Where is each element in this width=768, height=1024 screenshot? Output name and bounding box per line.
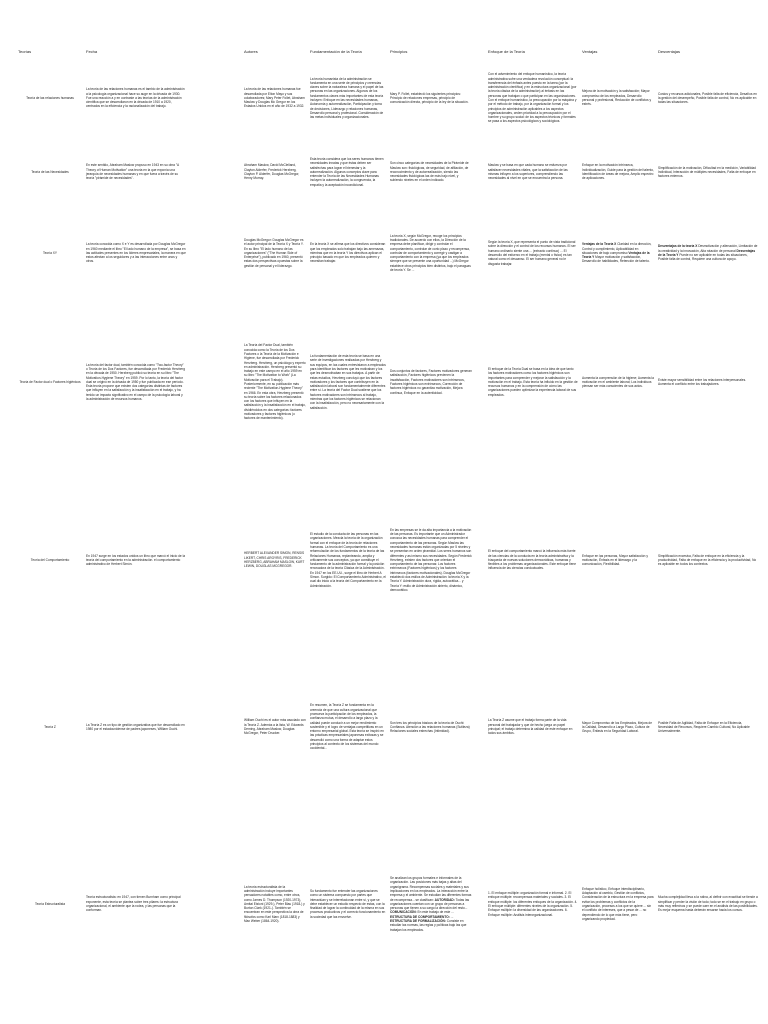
cell-desventajas: Posible Falta de Agilidad, Falta de Enfoque en la Eficiencia, Necesidad de Recursos, Requiere Cambio Cultural, No Aplicable Universalmente. — [658, 720, 750, 734]
cell-fundamentacion: La teoría humanista de la administración se fundamenta en una serie de principios y creencias claves sobre la naturaleza humana y el papel de las personas en las organizaciones. Algunos de los fundamentos claves más importantes de esta teoría incluyen: Enfoque en las necesidades humanas, Autonomía y autorrealización, Participación y toma de decisiones, Liderazgo y relaciones humanas, Desarrollo personal y profesional. Consideración de las metas individuales y organizacionales. — [310, 76, 384, 120]
cell-desventajas: Simplificación de la motivación, Dificultad en la medición, Variabilidad Individual, Interacción de múltiples necesidades, Falta de enfoque en factores externos. — [658, 165, 756, 179]
header-principios: Principios — [390, 48, 408, 54]
cell-fundamentacion: En resumen, la Teoría Z se fundamenta en la creencia de que una cultura organizacional que promueva la participación de los empleados, la confianza mutua, el desarrollo a largo plazo y la calidad puede conducir a un mejor rendimiento sostenible y el logro de ventajas competitivas en un entorno empresarial global. Esta teoría se inspiró en las prácticas empresariales japonesas exitosas y se desarrolló como una forma de adaptar estos principios al contexto de los sistemas del mundo occidental... — [310, 703, 384, 751]
theories-table — [16, 48, 760, 1012]
cell-teoria: Teoría del Comportamiento — [30, 557, 70, 562]
cell-autores: Abraham Maslow, David McClelland, Clayton Alderfer, Frederick Herzberg, Clayton P. Alderfer, Douglas McGregor, Henry Murray. — [244, 163, 300, 181]
cell-fundamentacion: Su fundamento fue entender las organizaciones como un sistema compuesto por partes que interactúan y se interrelacionan entre sí, y que se debe establecer un estudio respecto de estas, con la finalidad de lograr la continuidad de la misma en sus procesos productivos y el correcto funcionamiento en la sociedad que las envuelve. — [310, 888, 386, 919]
table-header-row — [16, 48, 760, 56]
cell-autores: Douglas McGregor: Douglas McGregor es el autor principal de la Teoría X y Teoría Y. En su libro "El lado humano de las organizaciones" ("The Human Side of Enterprise"), publicado en 1960, presentó estas dos perspectivas opuestas sobre la gestión de personal y el liderazgo. — [244, 237, 304, 268]
cell-desventajas: Costos y recursos adicionales, Posible falta de eficiencia, Desafíos en la gestión del desempeño, Posible falta de control, No es aplicable en todas las situaciones. — [658, 91, 757, 105]
cell-autores: William Ouchi es el autor más asociado con la Teoría Z. Además a la lista, W. Edwards Deming, Abraham Maslow, Douglas McGregor, Peter Drucker. — [244, 718, 306, 736]
cell-autores: HERBERT ALEXANDER SIMON, RENSIS LIKERT, CHRIS ARGYRIS, FREDERICK HERZBERG, ABRAHAM MASLOW, KURT LEWIN, DOUGLAS MCGREGOR. — [244, 551, 305, 569]
cell-principios: Mary P. Follet, estableció los siguientes principios: Principio de relaciones empresas, principio de comunicación directa, principio de la ley de la situación. — [390, 91, 469, 105]
cell-ventajas: Mejora de la motivación y la satisfacción; Mayor compromiso de los empleados, Desarrollo personal y profesional, Reducción de conflictos y estrés. — [582, 89, 652, 107]
cell-fecha: La teoría de las relaciones humanas es el tambio de la administración a la psicología organizacional hace su auge en la década de 1930. Fue una reacción a y en contraste a las teorías de la administración científica que se desarrollaron en la década de 1910 a 1920, centrados en la eficiencia y la racionalización del trabajo. — [86, 87, 185, 109]
table-row — [16, 56, 760, 140]
cell-desventajas: Existe mayor sensibilidad entre los relaciones interpersonales. Aumenta el conflicto entre los trabajadores. — [658, 377, 747, 386]
cell-teoria: Teoría XY — [43, 250, 57, 255]
table-row — [16, 462, 760, 658]
cell-teoria: Teoría de las Necesidades — [31, 169, 69, 174]
cell-fecha: La teoría del factor dual, también conocida como "Two-factor Theory" o Teoría de los Dos Factores, fue desarrollada por Frederick Herzberg en la década de 1950. Herzberg publicó su teoría en su libro "The Motivation-Hygiene Theory" en 1959. Por lo tanto, la teoría del factor dual se originó en la década de 1950 y fue publicada en ese período. Esta teoría propone que existen dos categorías distintas de factores que influyen en la satisfacción y la insatisfacción en el trabajo, y ha tenido un impacto significativo en el campo de la psicología laboral y la administración de recursos humanos. — [86, 362, 185, 402]
cell-teoria: Teoría de las relaciones humanas — [26, 95, 74, 100]
cell-principios: Son cinco categorías de necesidades de la Pirámide de Maslow son: fisiológicas, de seguridad, de afiliación, de reconocimiento y de autorrealización, siendo las necesidades fisiológicas las de más bajo nivel, y subiendo niveles en el orden indicado. — [390, 161, 469, 183]
cell-desventajas: Simplificación excesiva, Falta de enfoque en la eficiencia y la productividad, Falta de enfoque en la eficiencia y la productividad, No es aplicable en todos los contextos. — [658, 553, 757, 567]
cell-enfoque: Maslow y se basa en que cada humano se esfuerza por satisfacer necesidades vitales, que la satisfacción de las mismas influyen a los superiores, comprendiendo las necesidades al nivel en que se encuentra la persona. — [488, 163, 568, 181]
cell-principios: Se analizan los grupos formales e informales de la organización. Las posiciones más bajas y altas del organigrama. Recompensas sociales y materiales y sus implicaciones en los empleados. La interacción entre la empresa y el ambiente. Se estudian las diferentes formas de recompensa... se clasifican: AUTORIDAD: Todas las organizaciones cuentan con un grupo de personas a personas que tienen a su cargo la dirección del resto... COMUNICACIÓN: En este trabajo de este ... ESTRUCTURA DE COMPORTAMIENTO: ... ESTRUCTURA DE FORMALIZACIÓN: Consiste en estudiar las normas, las reglas y políticas bajo las que trabajan los empleados. — [390, 876, 472, 932]
cell-principios: Dos conjuntos de factores, Factores motivadores generan satisfacción, Factores higiénicos previenen la insatisfacción, Factores motivadores son intrínsecos, Factores higiénicos son extrínsecos, Corrección de factores higiénicos no garantiza motivación, Mejora continua, Enfoque en la autenticidad. — [390, 369, 472, 395]
cell-teoria: Teoría Z — [44, 724, 56, 729]
cell-desventajas: Desventajas de la teoría X Desmotivación y alienación, Limitación de la creatividad y la innovación, Alta rotación de personal Desventajas de la Teoría Y Puede no ser aplicable en todas las situaciones, Posible falta de control, Requiere una cultura de apoyo. — [658, 244, 758, 262]
table-row — [16, 302, 760, 462]
document-page — [16, 48, 760, 1012]
cell-ventajas: Enfoque holístico, Enfoque interdisciplinario, Adaptación al cambio, Gestión de conflictos, Consideración de la estructura en la empresa para evitar los problemas y conflictos de la organización, procesos a los que se quiere ... sin el conflicto de intereses, que a pesar de ... no dependiendo de lo que más tiene, pero organizando propiedad. — [582, 886, 654, 921]
cell-teoria: Teoría Estructuralista — [35, 901, 65, 906]
cell-ventajas: Enfoque en las personas, Mayor satisfacción y motivación, Énfasis en el liderazgo y la comunicación, Flexibilidad. — [582, 553, 648, 567]
cell-fecha: La Teoría Z es un tipo de gestión organizativa que fue desarrollado en 1980 por el estadounidense de padres japoneses, William Ouchi. — [86, 722, 185, 731]
cell-fundamentacion: En la teoría X se afirma que los directivos consideran que los empleados solo trabajan bajo las amenazas, mientras que en la teoría Y los directivos aplican el principio basado en que los empleados quieren y necesitan trabajar. — [310, 242, 386, 264]
cell-fecha: En este sentido, Abraham Maslow propuso en 1943 en su obra "A Theory of Human Motivation" una teoría en la que exponía una jerarquía de necesidades humanas y en que fuera a través de su teoría "pirámide de necesidades". — [86, 163, 179, 181]
header-ventajas: Ventajas — [582, 48, 598, 54]
cell-enfoque: Según la teoría X, que representa el punto de vista tradicional sobre la dirección y el control de los recursos humanos. El ser humano ordinario siente una ... (extracto continuo) ... El desarrollo del esfuerzo en el trabajo (mental o físico) es tan natural como el descanso. El ser humano general no le disgusta trabajar. — [488, 240, 576, 266]
cell-teoria: Teoría de Factor dual o Factores higiénicos — [19, 379, 81, 384]
cell-autores: La teoría de las relaciones humanas fue desarrollada por Elton Mayo y sus colaboradores; Mary Peter Follet, Abraham Maslow y Douglas Mc Gregor en los Estados Unidos en el año de 1932 a 1932. — [244, 87, 305, 109]
cell-enfoque: El enfoque de la Teoría Dual se basa en la idea de que tanto los factores motivadores como los factores higiénicos son importantes para comprender y mejorar la satisfacción y la motivación en el trabajo. Esta teoría ha influido en la gestión de recursos humanos y en la comprensión de cómo las organizaciones pueden optimizar la experiencia laboral de sus empleados. — [488, 366, 578, 397]
cell-fundamentacion: Esta teoría considera que los seres humanos tienen necesidades innatas y que éstas deben ser satisfechas para lograr el bienestar y la autorrealización. Algunos conceptos clave para entender la Teoría de las Necesidades Humanas incluyen la autorrealización, la congruencia, la empatía y la aceptación incondicional. — [310, 156, 384, 187]
table-row — [16, 204, 760, 302]
table-row — [16, 796, 760, 1012]
cell-principios: La teoría X, según McGregor, recoge los principios tradicionales. De acuerdo con ellos, la Dirección de la empresa debe planificar, dirigir y controlar el comportamiento, controlar de corto plazo y recompensa, controlar de comportamiento y corregir y castigar a comportamiento con la empresa (ya que los empleados siempre que se presente una oportunidad ...) McGregor establece otros principios bien distintos, bajo el paraguas de teoría Y. Se ... — [390, 233, 471, 273]
cell-ventajas: Ventajas de la Teoría X Claridad en la dirección, Control y cumplimiento, Aplicabilidad en situaciones de bajo compromiso Ventajas de la Teoría Y Mayor motivación y satisfacción, Desarrollo de habilidades, Retención de talento. — [582, 242, 652, 264]
cell-fundamentacion: La fundamentación de esta teoría se basa en una serie de investigaciones realizadas por Herzberg y sus equipos, en las cuales entrevistaron a empleados para identificar los factores que les motivaban y los que les desmotivaban en sus trabajos. A partir de estas estudios, Herzberg concluyó que los factores motivadores y los factores que contribuyen en la satisfacción laboral son fundamentalmente diferentes entre sí. La teoría del Factor Dual sostiene que los factores motivadores son intrínsecos al trabajo, mientras que los factores higiénicos se relacionan con la insatisfacción, pero no necesariamente con la satisfacción. — [310, 354, 386, 410]
header-fecha: Fecha — [86, 48, 98, 54]
cell-ventajas: Enfoque en la motivación intrínseca, Individualización, Guide para la gestión del talento, Identificación de áreas de mejora, Amplio espectro de aplicaciones. — [582, 163, 654, 181]
cell-fecha: Teoría estructuralista: en 1947, con tienen Burnham como principal exponente, esta teoría se plantea sobre tres pilares: la estructura organizacional, el ambiente que la rodea, y las personas que la conforman. — [86, 895, 181, 913]
cell-autores: La Teoría del Factor Dual, también conocida como la Teoría de los Dos Factores o la Teoría de la Motivación e Higiene, fue desarrollada por Frederick Herzberg. Herzberg, un psicólogo y experto en administración. Herzberg presentó su trabajo en este campo en el año 1959 en su libro "The Motivation to Work" (La Motivación para el Trabajo). Posteriormente, en su publicación más reciente "The Motivation-Hygiene Theory" en 1966. En esta obra, Herzberg presentó su teoría sobre los factores relacionados con los factores que influyen en la satisfacción y la insatisfacción en el trabajo, dividiéndolos en dos categorías: factores motivadores y factores higiénicos (o factores de mantenimiento). — [244, 343, 306, 421]
cell-fecha: En 1947 surge en los estados unidos un libro que marcó el inicio de la teoría del comportamiento en la administración. el comportamiento administrativo de Herbert Simón. — [86, 553, 186, 567]
header-autores: Autores — [244, 48, 258, 54]
header-enfoque: Enfoque de la Teoría — [488, 48, 525, 54]
cell-autores: La teoría estructuralista de la administración incluye importantes pensadores notables como, entre otros, como James D. Thompson (1920-1973), Amitai Etzioni (1929-), Peter Blau (1918-) y Burton Clark (1921-). También se encuentran en este perspectiva la obra de filósofos como Karl Marx (1818-1883) y Max Weber (1864-1920). — [244, 884, 305, 924]
table-row — [16, 658, 760, 796]
cell-principios: Son tres los principios básicos de la teoría de Ouchi: Confianza. Atención a las relaciones humanas (Sutileza) Relaciones sociales estrechas (Intimidad). — [390, 720, 470, 734]
cell-ventajas: Aumenta la comprensión de la higiene; Aumenta la motivación en el ambiente laboral; Los individuos piensan ser más conscientes de sus actos. — [582, 375, 654, 389]
cell-fecha: La teoría conocida como X e Y es desarrollada por Douglas McGregor en 1960 mediante el libro "El lado humano de la empresa", se basa en las actitudes presentes en los líderes empresariales, la manera en que estos afectan a los seguidores y a las interacciones entre unos y otros. — [86, 242, 186, 264]
cell-enfoque: Con el advenimiento del enfoque humanístico, la teoría administrativa sufre una verdadera revolución conceptual: la transferencia del énfasis antes puesto en la tarea (por la administración científica) y en la estructura organizacional (por la teoría clásica de la administración) al énfasis en las personas que trabajan o que participan en las organizaciones. Con el enfoque humanístico, la preocupación por la máquina y por el método de trabajo, por la organización formal y los principios de administración aplicables a los aspectos organizacionales, ceden prioridad a la preocupación por el hombre y su grupo social: de los aspectos técnicos y formales se pasa a los aspectos psicológicos y sociológicos. — [488, 72, 577, 124]
cell-desventajas: Mucha complejidad lleva a la rutina, al definir con exactitud se tiende a simplificar y perder la visión de todo; todo se en el trabajo en grupo o más muy reflexivos y se puede caer en el análisis de las posibilidades. Es mejor esquema hasta deberán ensarse hacia los cursos. — [658, 895, 758, 913]
table-row — [16, 140, 760, 204]
cell-enfoque: La Teoría Z asume que el trabajo forma parte de la vida personal del trabajador y que de hecho juega un papel principal; el trabajo determina la calidad de este enfoque en todos sus ámbitos. — [488, 718, 573, 736]
cell-principios: En las empresas se le da alta importancia a la motivación de las personas. Es importante que un Administrador conozca las necesidades humanas para comprender el comportamiento de las personas. Según Maslow las necesidades humanas están organizadas por 5 niveles y se presentan en orden piramidal. Los seres humanos son diferentes y así mismo sus necesidades. Según Frederick Herzberg, existen dos factores que orientan el comportamiento de las personas: Los factores extrínsecos (Factores higiénicos) y los factores intrínsecos (factores motivacionales). Douglas McGregor estableció dos estilos de Administración: la teoría X y la Teoría Y. Administración dura, rígida, autocrática... y Teoría Y: estilo de Administración abierto, dinámico, democrático. — [390, 527, 472, 592]
header-teorias: Teorías — [18, 48, 32, 54]
cell-enfoque: 1. El enfoque múltiple: organización formal e informal. 2. El enfoque múltiple: recompensas materiales y sociales. 3. El enfoque múltiple: los diferentes enfoques de la organización. 4. El enfoque múltiple: diferentes niveles de la organización. 5. Enfoque múltiple: la diversidad de las organizaciones. 6. Enfoque múltiple: Análisis interorganizacional. — [488, 891, 578, 917]
cell-enfoque: El enfoque del comportamiento marcó la influencia más fuerte de las ciencias de la conducta en la teoría administrativa y la búsqueda de nuevas soluciones democráticas, humanas y flexibles a los problemas organizacionales. Este enfoque tiene influencia de las ciencias conductuales. — [488, 549, 577, 571]
header-fundamentacion: Fundamentación de la Teoría — [310, 48, 362, 54]
cell-fundamentacion: El estudio de la conducta de las personas en las organizaciones. Mezcla la teoría de la organización formal con el enfoque de la teoría de relaciones humanas. La teoría del Comportamiento es una reformulación de los fundamentos de la teoría de las Relaciones Humanas, replanteando, amplia y críticamente sus conceptos, ya que constituye el fundamento de la administración formal y la posición renovadora de la teoría Clásica de la Administración. En 1947 en los EE.UU., surge el libro de Herbert A Simon. Surgido: El Comportamiento Administrativo, el cual dio inicio a la teoría del Comportamiento en la Administración. — [310, 532, 386, 588]
header-desventajas: Desventajas — [658, 48, 681, 54]
cell-ventajas: Mayor Compromiso de los Empleados, Mejora de la Calidad, Desarrollo a Largo Plazo, Cultura de Grupo, Énfasis en la Seguridad Laboral. — [582, 720, 652, 734]
